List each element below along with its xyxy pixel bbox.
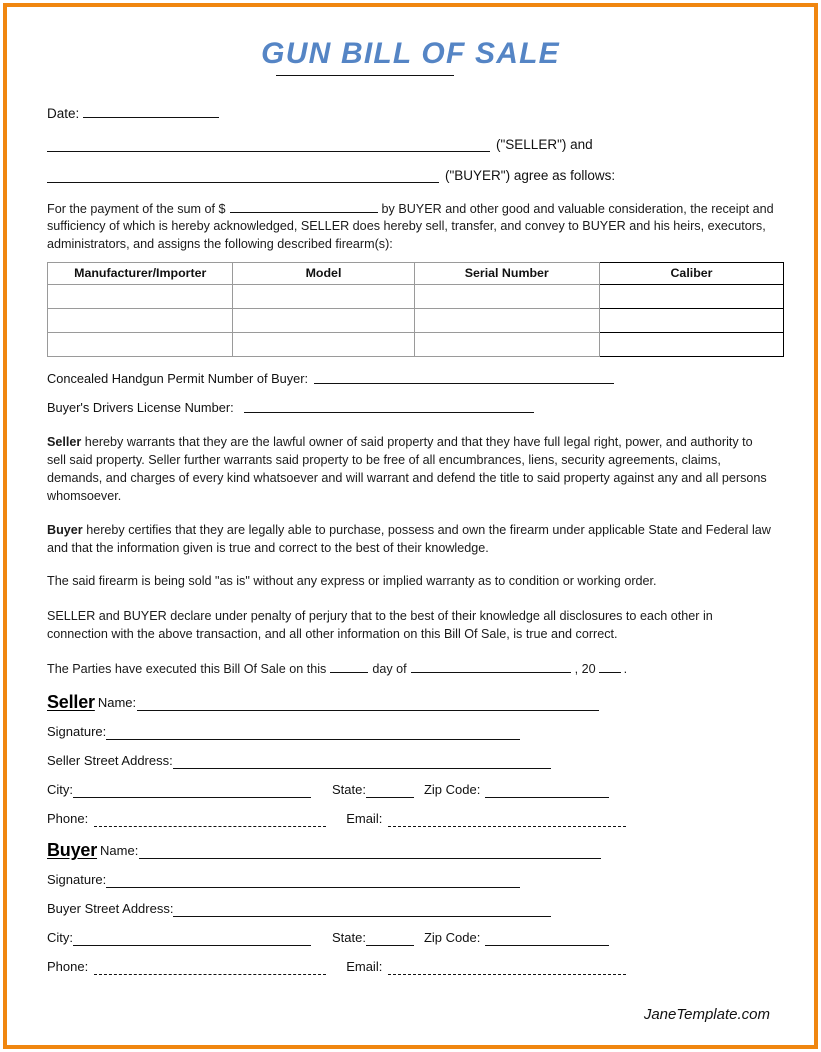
buyer-phone-label: Phone:: [47, 958, 89, 974]
cell-model[interactable]: [233, 285, 414, 309]
seller-zip-field-line[interactable]: [485, 783, 609, 798]
seller-street-label: Seller Street Address:: [47, 752, 173, 768]
seller-state-field-line[interactable]: [366, 783, 414, 798]
buyer-certification-paragraph: [47, 522, 774, 558]
buyer-signature-label: Signature:: [47, 871, 107, 887]
payment-paragraph: [47, 201, 774, 255]
drivers-license-label: Buyer's Drivers License Number:: [47, 400, 234, 416]
execution-text-part2: day of: [372, 662, 407, 676]
buyer-city-field-line[interactable]: [73, 931, 311, 946]
seller-warranty-lead: Seller: [47, 435, 82, 450]
perjury-paragraph: SELLER and BUYER declare under penalty of perjury that to the best of their knowledge all disclosures to each other in connection with the above transaction, and all other information on this Bill Of Sale, is true and correct.: [47, 609, 713, 642]
title-section: [47, 7, 774, 76]
column-header-model: Model: [233, 263, 414, 285]
seller-city-field-line[interactable]: [73, 783, 311, 798]
execution-year-input-line[interactable]: [599, 662, 621, 673]
title-underline-rule: [276, 75, 454, 76]
document-page-frame: [3, 3, 818, 1049]
table-row: [48, 333, 784, 357]
payment-amount-input-line[interactable]: [230, 202, 378, 213]
column-header-serial-number: Serial Number: [414, 263, 599, 285]
buyer-block-heading: Buyer: [47, 839, 98, 860]
cell-serial-number[interactable]: [414, 333, 599, 357]
execution-text-part4: .: [623, 662, 628, 676]
table-header-row: [48, 263, 784, 285]
seller-block-heading: Seller: [47, 691, 95, 712]
seller-street-row: [47, 753, 774, 769]
cell-model[interactable]: [233, 333, 414, 357]
buyer-state-field-line[interactable]: [366, 931, 414, 946]
seller-signature-label: Signature:: [47, 723, 107, 739]
buyer-city-state-zip-row: [47, 930, 774, 946]
concealed-permit-input-line[interactable]: [314, 373, 614, 384]
buyer-certification-lead: Buyer: [47, 522, 83, 537]
buyer-email-label: Email:: [346, 958, 383, 974]
footer-watermark: JaneTemplate.com: [643, 1006, 770, 1023]
date-row: [47, 106, 774, 121]
seller-email-field-line[interactable]: [388, 812, 626, 827]
seller-name-input-line[interactable]: [47, 138, 490, 152]
buyer-name-label: Name:: [100, 842, 139, 858]
seller-email-label: Email:: [346, 810, 383, 826]
table-row: [48, 309, 784, 333]
buyer-phone-field-line[interactable]: [94, 960, 326, 975]
payment-text-part2: by BUYER and other good and valuable consideration, the receipt and sufficiency of which is hereby acknowledged, SELLER does hereby sell, transfer, and convey to BUYER and his heirs, executors, administrators, and assigns the following described firearm(s):: [47, 201, 774, 252]
buyer-city-label: City:: [47, 929, 73, 945]
seller-suffix-label: ("SELLER") and: [496, 136, 593, 152]
buyer-street-label: Buyer Street Address:: [47, 900, 174, 916]
execution-month-input-line[interactable]: [411, 662, 571, 673]
page-title: GUN BILL OF SALE: [261, 37, 560, 70]
seller-party-row: [47, 137, 774, 152]
buyer-signature-block: [47, 841, 774, 975]
buyer-name-field-line[interactable]: [139, 844, 601, 859]
seller-phone-label: Phone:: [47, 810, 89, 826]
cell-manufacturer[interactable]: [48, 309, 233, 333]
seller-state-label: State:: [332, 781, 366, 797]
concealed-permit-label: Concealed Handgun Permit Number of Buyer:: [47, 371, 309, 387]
buyer-street-field-line[interactable]: [173, 902, 551, 917]
cell-manufacturer[interactable]: [48, 285, 233, 309]
table-row: [48, 285, 784, 309]
buyer-zip-label: Zip Code:: [423, 929, 481, 945]
seller-warranty-paragraph: [47, 434, 774, 506]
buyer-party-row: [47, 168, 774, 183]
buyer-street-row: [47, 901, 774, 917]
execution-date-paragraph: [47, 661, 774, 679]
buyer-suffix-label: ("BUYER") agree as follows:: [445, 167, 616, 183]
seller-phone-email-row: [47, 811, 774, 827]
document-body: [7, 7, 814, 1045]
seller-city-label: City:: [47, 781, 73, 797]
buyer-zip-field-line[interactable]: [485, 931, 609, 946]
date-label: Date:: [47, 105, 80, 121]
seller-city-state-zip-row: [47, 782, 774, 798]
payment-text-part1: For the payment of the sum of $: [47, 201, 226, 216]
cell-serial-number[interactable]: [414, 309, 599, 333]
drivers-license-row: [47, 400, 774, 415]
cell-caliber[interactable]: [599, 333, 783, 357]
seller-warranty-text: hereby warrants that they are the lawful owner of said property and that they have full legal right, power, and authority to sell said property. Seller further warrants said property to be free of all encumbrances, liens, security agreements, claims, demands, and charges of every kind whatsoever and will warrant and defend the title to said property against any and all persons whomsoever.: [47, 435, 767, 503]
seller-signature-field-line[interactable]: [106, 725, 520, 740]
cell-serial-number[interactable]: [414, 285, 599, 309]
buyer-name-row: [47, 841, 774, 859]
buyer-name-input-line[interactable]: [47, 169, 439, 183]
drivers-license-input-line[interactable]: [244, 402, 534, 413]
cell-caliber[interactable]: [599, 285, 783, 309]
buyer-phone-email-row: [47, 959, 774, 975]
firearms-table: [47, 262, 784, 357]
cell-caliber[interactable]: [599, 309, 783, 333]
concealed-permit-row: [47, 371, 774, 386]
column-header-manufacturer: Manufacturer/Importer: [48, 263, 233, 285]
seller-name-field-line[interactable]: [137, 696, 599, 711]
date-input-line[interactable]: [83, 106, 219, 117]
seller-name-label: Name:: [97, 694, 137, 710]
execution-day-input-line[interactable]: [330, 662, 368, 673]
seller-signature-block: [47, 693, 774, 827]
buyer-signature-row: [47, 872, 774, 888]
cell-manufacturer[interactable]: [48, 333, 233, 357]
seller-signature-row: [47, 724, 774, 740]
cell-model[interactable]: [233, 309, 414, 333]
seller-street-field-line[interactable]: [173, 754, 551, 769]
as-is-paragraph: The said firearm is being sold "as is" without any express or implied warranty as to condition or working order.: [47, 574, 657, 589]
execution-text-part3: , 20: [574, 662, 596, 676]
seller-name-row: [47, 693, 774, 711]
execution-text-part1: The Parties have executed this Bill Of Sale on this: [47, 662, 327, 676]
buyer-state-label: State:: [332, 929, 366, 945]
buyer-email-field-line[interactable]: [388, 960, 626, 975]
seller-phone-field-line[interactable]: [94, 812, 326, 827]
buyer-signature-field-line[interactable]: [106, 873, 520, 888]
column-header-caliber: Caliber: [599, 263, 783, 285]
buyer-certification-text: hereby certifies that they are legally able to purchase, possess and own the firearm under applicable State and Federal law and that the information given is true and correct to the best of their knowledge.: [47, 522, 771, 555]
seller-zip-label: Zip Code:: [423, 781, 481, 797]
